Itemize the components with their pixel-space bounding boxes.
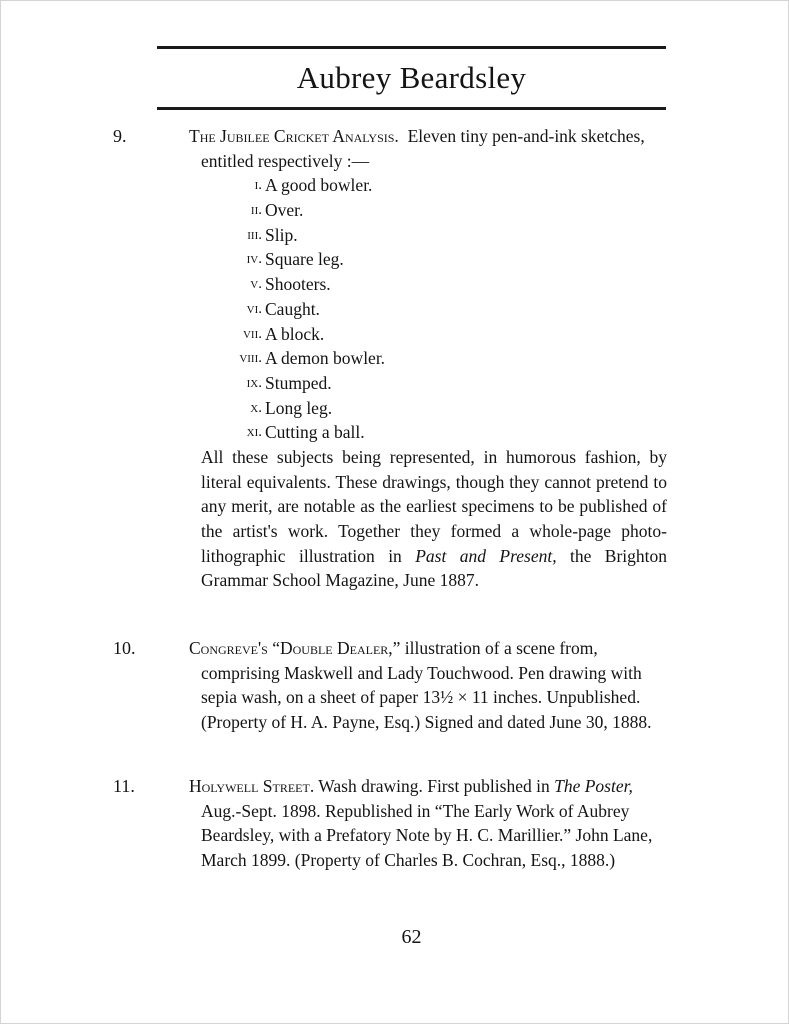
sketch-title: Over. (265, 200, 304, 221)
publication-title: The Poster, (554, 776, 633, 796)
header-rule-bottom (157, 107, 666, 110)
running-head: Aubrey Beardsley (296, 60, 527, 95)
description-text: the Brighton Grammar School Magazine, June 1887. (201, 545, 667, 591)
entry-number: 10. (113, 638, 136, 658)
roman-numeral: x. (250, 399, 262, 416)
entry-body (113, 774, 667, 873)
list-item (157, 173, 667, 198)
description-text: All these subjects being represented, in humorous fashion, by literal equivalents. These drawings, though they cannot pretend to any merit, are notable as the earliest specimens to be published of the artist's work. Together they formed a whole-page photo-lithographic illustration in (201, 446, 667, 566)
sketch-title: Caught. (265, 298, 320, 319)
entry-body (113, 636, 667, 735)
sketch-title: Shooters. (265, 274, 331, 295)
roman-numeral: vi. (246, 300, 262, 317)
list-item (157, 247, 667, 272)
sketch-title: A good bowler. (265, 175, 373, 196)
sketch-title: A block. (265, 323, 325, 344)
entry-title: The Jubilee Cricket Analysis. (189, 126, 399, 146)
catalogue-entry-9 (113, 124, 667, 593)
entry-title: Holywell Street. (189, 776, 315, 796)
roman-numeral: vii. (242, 325, 262, 342)
list-item (157, 322, 667, 347)
entry-number: 9. (113, 126, 127, 146)
roman-numeral: ii. (250, 202, 262, 219)
entry-description (157, 445, 667, 593)
roman-numeral: iii. (247, 226, 262, 243)
header-rule-top (157, 46, 666, 49)
list-item (157, 198, 667, 223)
roman-numeral: i. (254, 177, 262, 194)
list-item (157, 420, 667, 445)
list-item (157, 371, 667, 396)
sketch-list (157, 173, 667, 445)
sketch-title: Long leg. (265, 397, 333, 418)
sketch-title: Square leg. (265, 249, 344, 270)
roman-numeral: viii. (239, 350, 262, 367)
list-item (157, 272, 667, 297)
page-number: 62 (401, 926, 422, 948)
entry-text: Aug.-Sept. 1898. Republished in “The Early Work of Aubrey Beardsley, with a Prefatory Note by H. C. Marillier.” John Lane, March 1899. (Property of Charles B. Cochran, Esq., 1888.) (201, 800, 653, 871)
publication-title: Past and Present, (415, 545, 557, 566)
list-item (157, 396, 667, 421)
roman-numeral: ix. (246, 374, 262, 391)
sketch-title: Stumped. (265, 372, 332, 393)
roman-numeral: v. (250, 276, 262, 293)
entry-title: Congreve's “Double Dealer,” (189, 638, 401, 658)
sketch-title: Cutting a ball. (265, 422, 365, 443)
entry-number: 11. (113, 776, 135, 796)
roman-numeral: xi. (246, 424, 262, 441)
entry-text: Wash drawing. First published in (314, 776, 555, 796)
list-item (157, 346, 667, 371)
catalogue-entry-11 (113, 774, 667, 873)
entry-intro: Eleven tiny pen-and-ink sketches, entitled respectively :— (201, 126, 645, 171)
sketch-title: A demon bowler. (265, 348, 386, 369)
entry-heading (113, 124, 667, 173)
list-item (157, 297, 667, 322)
roman-numeral: iv. (246, 251, 262, 268)
catalogue-entry-10 (113, 636, 667, 735)
list-item (157, 223, 667, 248)
entry-text: illustration of a scene from, comprising Maskwell and Lady Touchwood. Pen drawing with sepia wash, on a sheet of paper 13½ × 11 inches. Unpublished. (Property of H. A. Payne, Esq.) Signed and dated June 30, 1888. (201, 638, 652, 733)
sketch-title: Slip. (265, 224, 298, 245)
